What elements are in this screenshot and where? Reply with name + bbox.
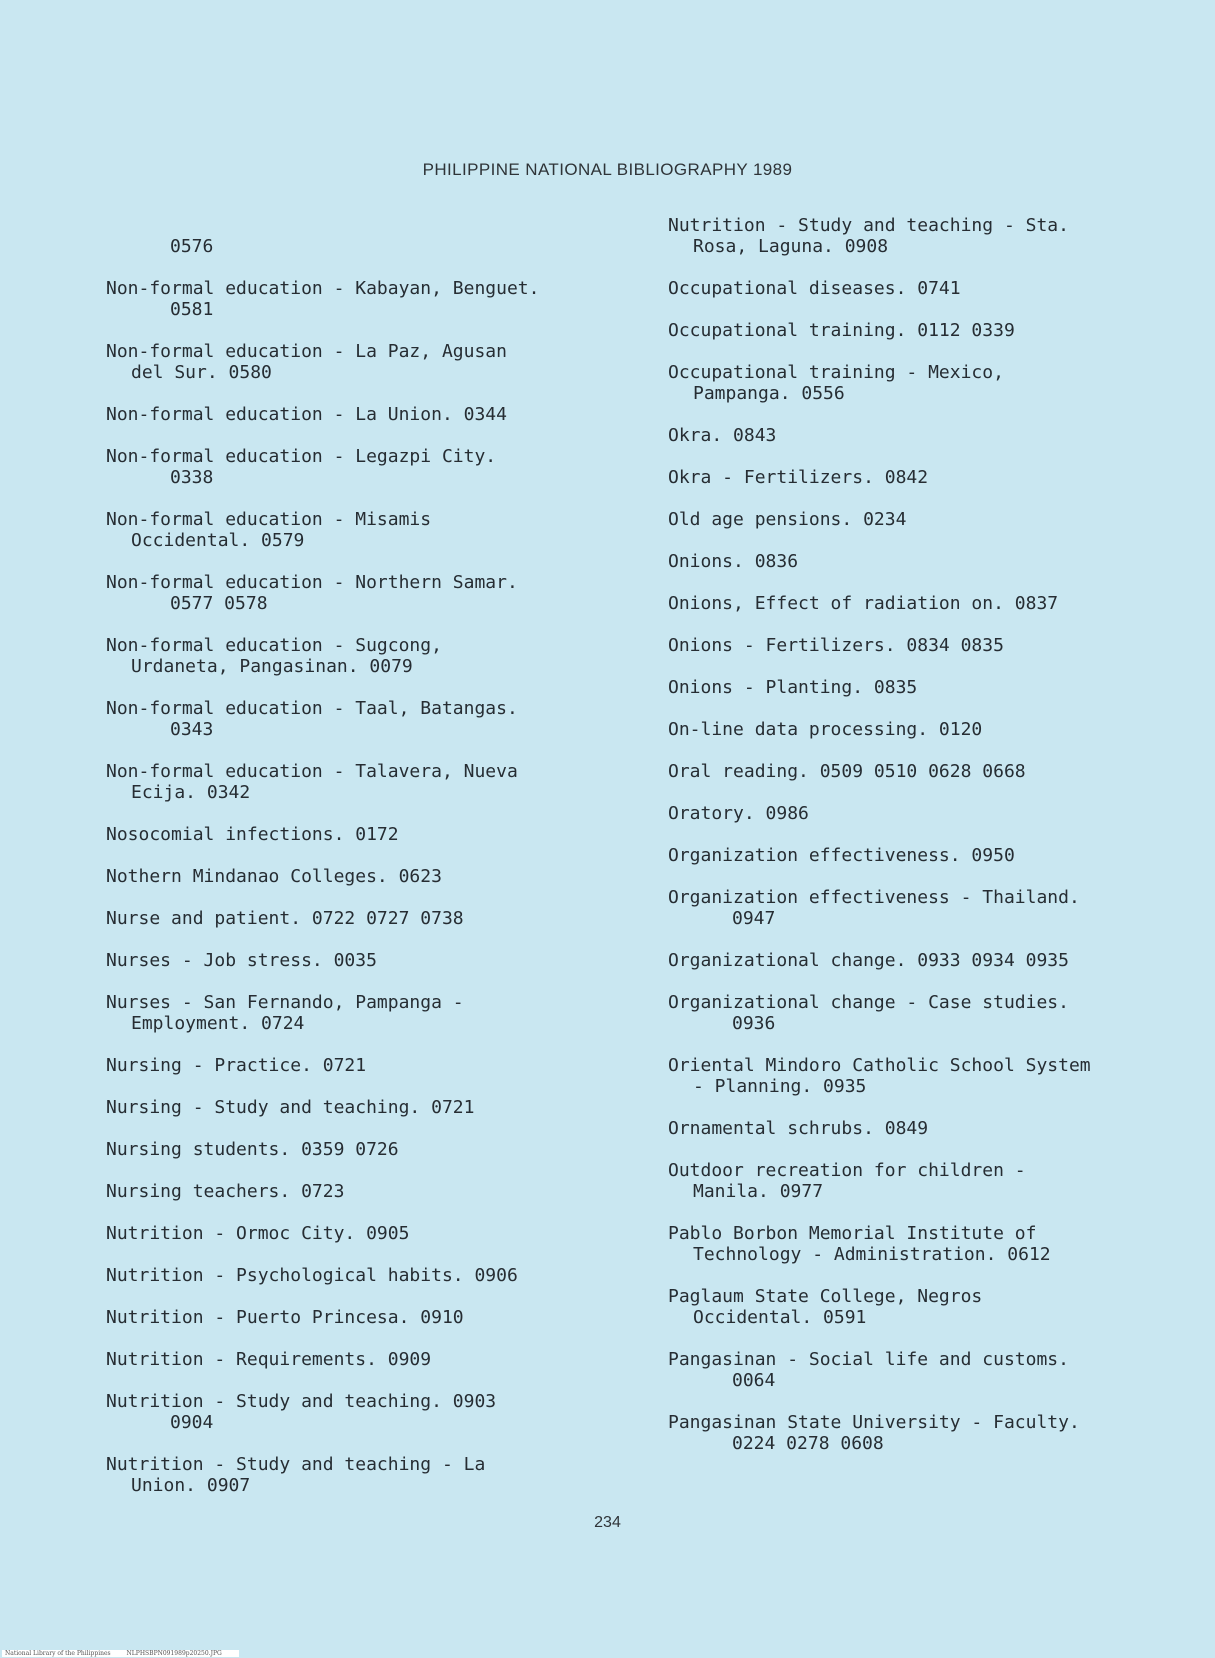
entry-continuation: 0343 xyxy=(170,719,214,740)
entry-heading: Occupational diseases. 0741 xyxy=(668,278,961,299)
entry-heading: Nurses - San Fernando, Pampanga - xyxy=(106,992,464,1013)
index-entry xyxy=(668,803,1188,824)
index-entry xyxy=(668,467,1188,488)
entry-continuation: Pampanga. 0556 xyxy=(693,383,845,404)
index-entry xyxy=(668,887,1188,929)
entry-heading: Non-formal education - Sugcong, xyxy=(106,635,442,656)
entry-continuation: 0576 xyxy=(170,236,214,257)
index-entry xyxy=(106,446,626,488)
index-entry xyxy=(668,278,1188,299)
entry-heading: Oratory. 0986 xyxy=(668,803,809,824)
index-entry xyxy=(106,698,626,740)
entry-heading: Nutrition - Study and teaching - La xyxy=(106,1454,486,1475)
index-entry xyxy=(668,320,1188,341)
index-entry xyxy=(668,635,1188,656)
entry-heading: Nursing teachers. 0723 xyxy=(106,1181,345,1202)
index-entry xyxy=(106,866,626,887)
index-entry xyxy=(106,215,626,257)
index-entry xyxy=(106,404,626,425)
entry-heading: Pangasinan State University - Faculty. xyxy=(668,1412,1080,1433)
entry-heading: Nutrition - Psychological habits. 0906 xyxy=(106,1265,518,1286)
entry-heading: Non-formal education - Talavera, Nueva xyxy=(106,761,518,782)
index-column-right xyxy=(668,215,1188,1475)
scan-credit xyxy=(2,1650,239,1657)
index-entry xyxy=(668,1412,1188,1454)
index-entry xyxy=(668,1223,1188,1265)
entry-continuation: 0904 xyxy=(170,1412,214,1433)
index-entry xyxy=(668,845,1188,866)
index-entry xyxy=(106,1391,626,1433)
entry-heading: Non-formal education - Northern Samar. xyxy=(106,572,518,593)
index-entry xyxy=(668,992,1188,1034)
entry-continuation: 0947 xyxy=(732,908,776,929)
index-entry xyxy=(668,1118,1188,1139)
entry-heading: Organization effectiveness. 0950 xyxy=(668,845,1015,866)
entry-heading: Nurses - Job stress. 0035 xyxy=(106,950,377,971)
entry-heading: Nursing - Study and teaching. 0721 xyxy=(106,1097,475,1118)
index-entry xyxy=(668,1055,1188,1097)
entry-heading: Occupational training - Mexico, xyxy=(668,362,1004,383)
entry-heading: Ornamental schrubs. 0849 xyxy=(668,1118,929,1139)
entry-heading: Nutrition - Study and teaching - Sta. xyxy=(668,215,1069,236)
entry-heading: Non-formal education - La Union. 0344 xyxy=(106,404,507,425)
entry-heading: Nothern Mindanao Colleges. 0623 xyxy=(106,866,442,887)
entry-heading: Organizational change - Case studies. xyxy=(668,992,1069,1013)
entry-continuation: Ecija. 0342 xyxy=(131,782,251,803)
entry-heading: Onions, Effect of radiation on. 0837 xyxy=(668,593,1059,614)
index-entry xyxy=(106,1454,626,1496)
index-entry xyxy=(106,1349,626,1370)
file-name: NLPHSBPN091989p20250.JPG xyxy=(126,1650,222,1657)
entry-heading: Onions - Planting. 0835 xyxy=(668,677,918,698)
index-entry xyxy=(106,1139,626,1160)
index-entry xyxy=(106,1265,626,1286)
entry-heading: Outdoor recreation for children - xyxy=(668,1160,1026,1181)
entry-continuation: Occidental. 0579 xyxy=(131,530,305,551)
index-entry xyxy=(668,1349,1188,1391)
entry-heading: Nursing - Practice. 0721 xyxy=(106,1055,367,1076)
index-entry xyxy=(106,1055,626,1076)
index-entry xyxy=(668,950,1188,971)
entry-heading: Non-formal education - Misamis xyxy=(106,509,432,530)
entry-continuation: Technology - Administration. 0612 xyxy=(693,1244,1051,1265)
index-entry xyxy=(106,824,626,845)
index-entry xyxy=(668,593,1188,614)
entry-heading: On-line data processing. 0120 xyxy=(668,719,983,740)
index-entry xyxy=(668,677,1188,698)
entry-continuation: Urdaneta, Pangasinan. 0079 xyxy=(131,656,413,677)
entry-heading: Nosocomial infections. 0172 xyxy=(106,824,399,845)
entry-continuation: 0224 0278 0608 xyxy=(732,1433,884,1454)
index-entry xyxy=(106,509,626,551)
entry-heading xyxy=(106,215,626,236)
entry-heading: Okra - Fertilizers. 0842 xyxy=(668,467,929,488)
index-entry xyxy=(106,761,626,803)
index-entry xyxy=(668,761,1188,782)
entry-continuation: 0338 xyxy=(170,467,214,488)
library-credit: National Library of the Philippines xyxy=(5,1650,111,1657)
entry-heading: Nurse and patient. 0722 0727 0738 xyxy=(106,908,464,929)
entry-heading: Oral reading. 0509 0510 0628 0668 xyxy=(668,761,1026,782)
entry-heading: Pablo Borbon Memorial Institute of xyxy=(668,1223,1037,1244)
entry-heading: Onions - Fertilizers. 0834 0835 xyxy=(668,635,1004,656)
index-entry xyxy=(668,425,1188,446)
index-entry xyxy=(106,992,626,1034)
index-entry xyxy=(668,509,1188,530)
index-entry xyxy=(106,1307,626,1328)
index-entry xyxy=(668,551,1188,572)
page-number: 234 xyxy=(594,1514,621,1531)
entry-continuation: 0577 0578 xyxy=(170,593,268,614)
index-entry xyxy=(668,1286,1188,1328)
index-entry xyxy=(668,719,1188,740)
entry-heading: Old age pensions. 0234 xyxy=(668,509,907,530)
index-entry xyxy=(106,950,626,971)
entry-heading: Nutrition - Puerto Princesa. 0910 xyxy=(106,1307,464,1328)
index-entry xyxy=(106,1097,626,1118)
index-entry xyxy=(668,1160,1188,1202)
entry-continuation: Union. 0907 xyxy=(131,1475,251,1496)
entry-heading: Nursing students. 0359 0726 xyxy=(106,1139,399,1160)
entry-continuation: Rosa, Laguna. 0908 xyxy=(693,236,889,257)
entry-continuation: 0581 xyxy=(170,299,214,320)
page-title: PHILIPPINE NATIONAL BIBLIOGRAPHY 1989 xyxy=(422,160,793,179)
entry-continuation: Occidental. 0591 xyxy=(693,1307,867,1328)
entry-heading: Organization effectiveness - Thailand. xyxy=(668,887,1080,908)
index-entry xyxy=(106,908,626,929)
entry-heading: Okra. 0843 xyxy=(668,425,777,446)
entry-heading: Occupational training. 0112 0339 xyxy=(668,320,1015,341)
entry-continuation: del Sur. 0580 xyxy=(131,362,272,383)
entry-continuation: Employment. 0724 xyxy=(131,1013,305,1034)
entry-heading: Nutrition - Study and teaching. 0903 xyxy=(106,1391,497,1412)
index-entry xyxy=(106,1181,626,1202)
entry-heading: Pangasinan - Social life and customs. xyxy=(668,1349,1069,1370)
entry-continuation: Manila. 0977 xyxy=(693,1181,824,1202)
entry-heading: Nutrition - Requirements. 0909 xyxy=(106,1349,432,1370)
entry-heading: Oriental Mindoro Catholic School System xyxy=(668,1055,1091,1076)
index-entry xyxy=(106,278,626,320)
entry-continuation: 0936 xyxy=(732,1013,776,1034)
index-entry xyxy=(106,341,626,383)
index-entry xyxy=(668,215,1188,257)
entry-heading: Non-formal education - Kabayan, Benguet. xyxy=(106,278,540,299)
index-entry xyxy=(668,362,1188,404)
entry-continuation: 0064 xyxy=(732,1370,776,1391)
entry-heading: Non-formal education - La Paz, Agusan xyxy=(106,341,507,362)
index-column-left xyxy=(106,215,626,1517)
entry-heading: Organizational change. 0933 0934 0935 xyxy=(668,950,1069,971)
index-entry xyxy=(106,1223,626,1244)
index-entry xyxy=(106,572,626,614)
entry-heading: Non-formal education - Taal, Batangas. xyxy=(106,698,518,719)
entry-heading: Nutrition - Ormoc City. 0905 xyxy=(106,1223,410,1244)
entry-heading: Paglaum State College, Negros xyxy=(668,1286,983,1307)
entry-continuation: - Planning. 0935 xyxy=(693,1076,867,1097)
index-entry xyxy=(106,635,626,677)
entry-heading: Onions. 0836 xyxy=(668,551,799,572)
entry-heading: Non-formal education - Legazpi City. xyxy=(106,446,497,467)
